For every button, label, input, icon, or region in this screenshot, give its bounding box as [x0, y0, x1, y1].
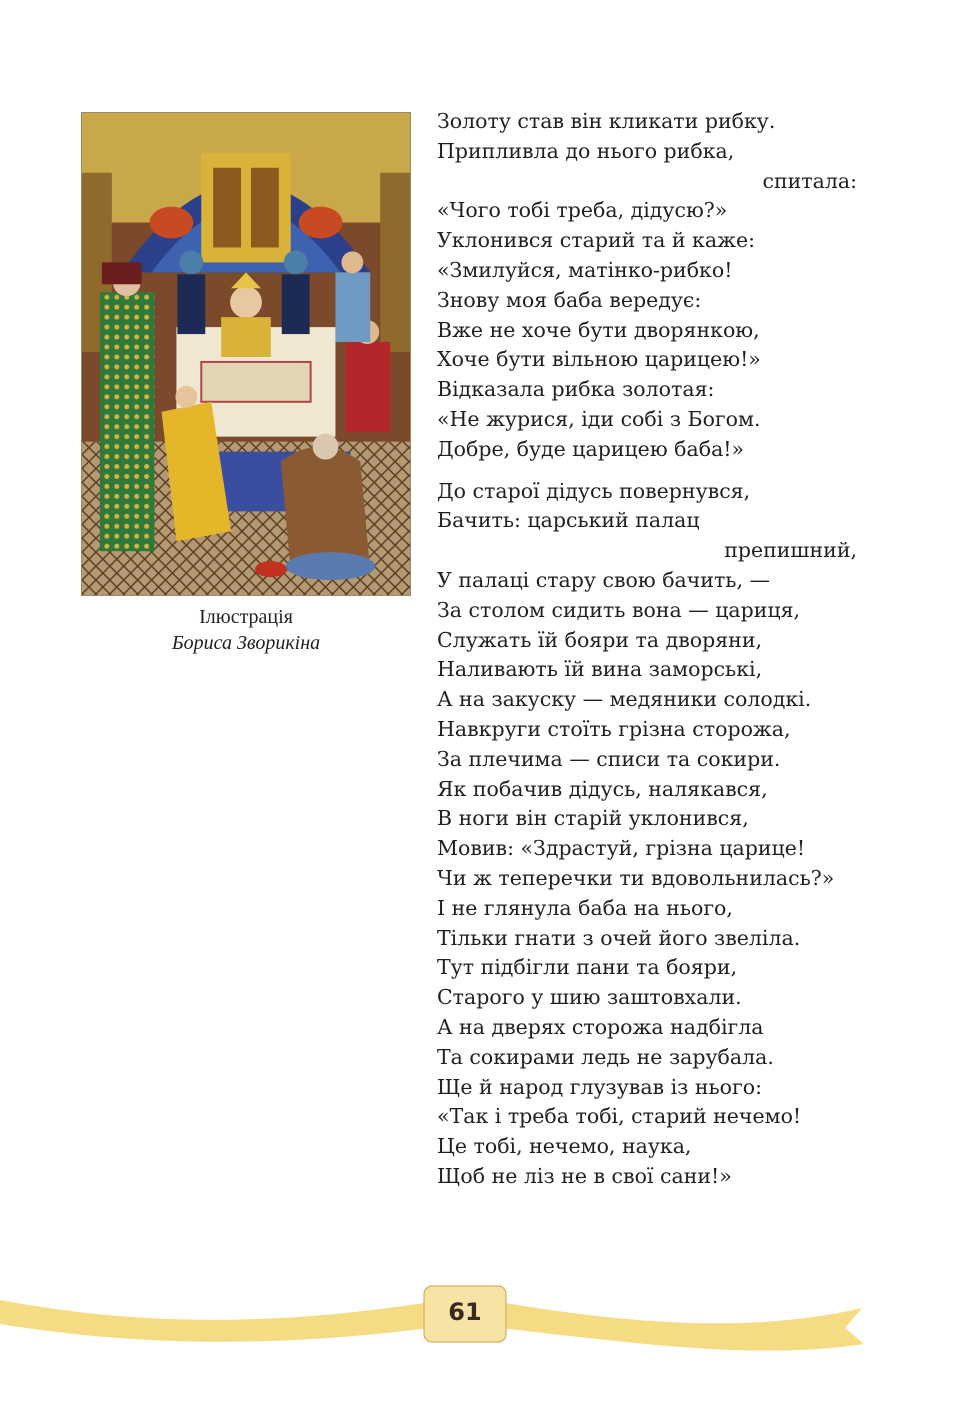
poem-line: В ноги він старій уклонився, [437, 806, 749, 831]
poem-line: Хоче бути вільною царицею!» [437, 347, 761, 372]
poem-line: Бачить: царський палац [437, 508, 700, 533]
poem-line: Ще й народ глузував із нього: [437, 1074, 763, 1099]
illustration-image [81, 112, 411, 596]
poem-line: За столом сидить вона — цариця, [437, 597, 801, 622]
page-number: 61 [448, 1298, 482, 1326]
poem-line: Припливла до нього рибка, [437, 138, 735, 163]
poem-line: «Так і треба тобі, старий нечемо! [437, 1104, 802, 1129]
poem-line: І не глянула баба на нього, [437, 895, 733, 920]
poem-line: Відказала рибка золотая: [437, 377, 715, 402]
caption-author: Бориса Зворикіна [171, 632, 321, 654]
poem-line: Тільки гнати з очей його звеліла. [437, 925, 801, 950]
poem-line: «Чого тобі треба, дідусю?» [437, 198, 728, 223]
poem-line: Уклонився старий та й каже: [437, 228, 755, 253]
poem-line: Тут підбігли пани та бояри, [437, 955, 738, 980]
poem-line: Навкруги стоїть грізна сторожа, [437, 716, 791, 741]
poem-line: Щоб не ліз не в свої сани!» [437, 1163, 732, 1188]
poem-line: Добре, буде царицею баба!» [437, 436, 745, 461]
poem-text [437, 107, 857, 1204]
poem-stanza [437, 107, 857, 465]
poem-line: Служать їй бояри та дворяни, [437, 627, 763, 652]
poem-line: Чи ж теперечки ти вдовольнилась?» [437, 865, 835, 890]
poem-line: спитала: [762, 168, 857, 193]
poem-line: «Не журися, іди собі з Богом. [437, 406, 761, 431]
poem-line: Наливають їй вина заморські, [437, 657, 763, 682]
poem-line: Старого у шию заштовхали. [437, 985, 742, 1010]
poem-stanza [437, 477, 857, 1192]
poem-line: Мовив: «Здрастуй, грізна царице! [437, 836, 806, 861]
poem-line: До старої дідусь повернувся, [437, 478, 751, 503]
caption-label: Ілюстрація [199, 606, 293, 628]
poem-line: Це тобі, нечемо, наука, [437, 1134, 692, 1159]
poem-line: За плечима — списи та сокири. [437, 746, 781, 771]
poem-line: Золоту став він кликати рибку. [437, 109, 776, 133]
poem-line: Як побачив дідусь, налякався, [437, 776, 768, 801]
poem-line: Знову моя баба вередує: [437, 287, 702, 312]
poem-line: А на дверях сторожа надбігла [437, 1014, 764, 1039]
poem-line: У палаці стару свою бачить, — [437, 567, 771, 592]
poem-line: А на закуску — медяники солодкі. [437, 687, 812, 712]
poem-line: препишний, [724, 538, 857, 563]
poem-line: Та сокирами ледь не зарубала. [437, 1044, 774, 1069]
poem-line: Вже не хоче бути дворянкою, [437, 317, 760, 342]
illustration-caption [81, 604, 411, 656]
poem-line: «Змилуйся, матінко-рибко! [437, 257, 733, 282]
